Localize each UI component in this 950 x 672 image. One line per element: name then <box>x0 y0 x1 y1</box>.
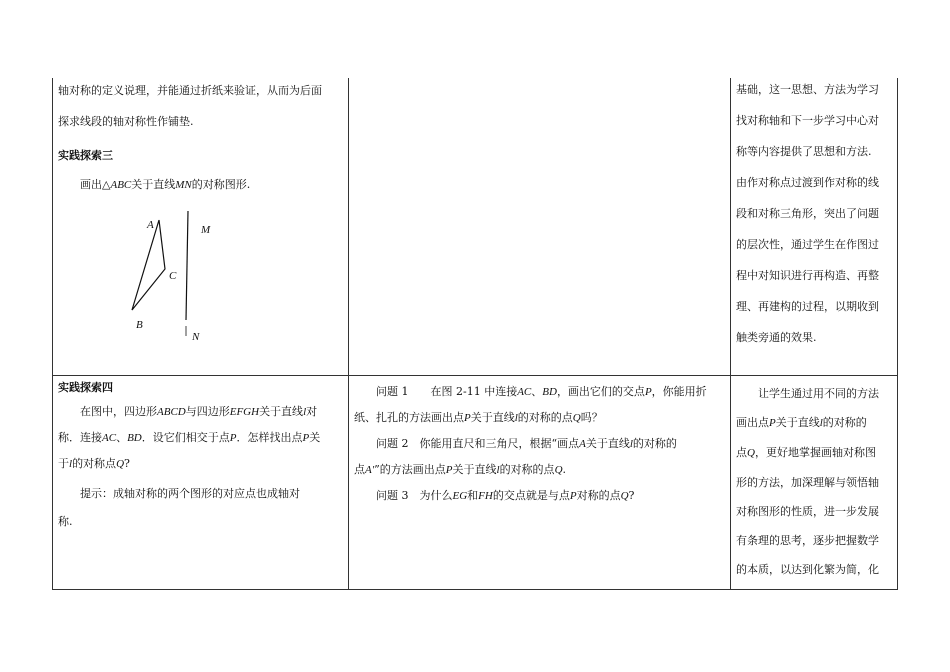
text-part: 关于直线 <box>452 463 497 476</box>
label-m: M <box>201 224 211 236</box>
text-part: 对 <box>306 405 318 418</box>
exercise-line-2 <box>58 425 346 451</box>
text-part: 纸、扎孔的方法画出点 <box>354 411 464 424</box>
text-part: ”的方法画出点 <box>374 463 446 476</box>
math-l: l <box>514 412 518 424</box>
section-heading-4: 实践探索四 <box>58 381 113 394</box>
purpose-line-7: 的本质，以达到化繁为简，化 <box>736 563 879 576</box>
math-p: P <box>445 464 453 476</box>
purpose-line-3 <box>736 438 896 468</box>
row1-left-cell <box>58 76 346 192</box>
math-q: Q <box>116 458 125 470</box>
task-text-part: 关于直线 <box>131 178 176 191</box>
text-part: ，更好地掌握画轴对称图 <box>754 446 876 459</box>
rationale-line: 称等内容提供了思想和方法. <box>736 145 872 158</box>
text-part: ．怎样找出点 <box>236 431 303 444</box>
math-abcd: ABCD <box>157 406 186 418</box>
text-part: . <box>562 463 567 476</box>
hint-line: 提示：成轴对称的两个图形的对应点也成轴对 <box>80 487 300 500</box>
exercise-line-1 <box>58 399 346 425</box>
math-a-prime: A′ <box>365 464 375 476</box>
text-part: 点 <box>354 463 365 476</box>
row2-left-cell <box>58 379 346 535</box>
row2-right-cell <box>736 379 896 584</box>
column-divider-2 <box>730 78 731 590</box>
math-p: P <box>569 490 577 502</box>
label-n: N <box>192 331 200 343</box>
text-part: ? <box>124 457 130 470</box>
math-p: P <box>302 432 310 444</box>
triangle-figure <box>122 206 222 346</box>
table-border-bottom <box>52 589 898 590</box>
text-part: 关于直线 <box>775 416 820 429</box>
task-text-part: 画出△ <box>80 178 111 191</box>
math-bd: BD <box>542 386 557 398</box>
text-part: 关于直线 <box>470 411 515 424</box>
text-part: 问题 1 在图 2-11 中连接 <box>376 385 518 398</box>
task-text-part: 的对称图形. <box>191 178 251 191</box>
question-2 <box>354 431 726 457</box>
math-l: l <box>303 406 307 418</box>
math-ac: AC <box>102 432 117 444</box>
math-q: Q <box>747 447 755 459</box>
math-eg: EG <box>452 490 468 502</box>
math-ac: AC <box>517 386 532 398</box>
text-part: ? <box>628 489 635 502</box>
question-2-cont <box>354 457 726 483</box>
text-part: 和 <box>467 489 479 502</box>
text-part: ，你能用折 <box>651 385 707 398</box>
rationale-line: 基础，这一思想、方法为学习 <box>736 83 879 96</box>
question-1-cont <box>354 405 726 431</box>
text-part: 的对称点 <box>72 457 117 470</box>
hint-line-end: 称. <box>58 515 73 528</box>
line-mn <box>186 211 188 320</box>
triangle-abc <box>132 220 165 310</box>
exercise-line-3 <box>58 451 346 477</box>
text-part: 点 <box>736 446 747 459</box>
math-l: l <box>496 464 500 476</box>
row1-right-cell <box>736 74 896 353</box>
rationale-line: 找对称轴和下一步学习中心对 <box>736 114 879 127</box>
lesson-table <box>52 78 898 590</box>
math-l: l <box>819 417 823 429</box>
rationale-line: 由作对称点过渡到作对称的线 <box>736 176 879 189</box>
question-1 <box>354 379 726 405</box>
row-divider <box>52 375 898 376</box>
triangle-name: ABC <box>110 179 132 191</box>
text-part: 的对称的 <box>632 437 677 450</box>
math-p: P <box>644 386 652 398</box>
rationale-line: 段和对称三角形，突出了问题 <box>736 207 879 220</box>
text-part: 关于直线 <box>259 405 304 418</box>
text-part: 问题 2 你能用直尺和三角尺，根据“画点 <box>376 437 580 450</box>
text-part: 在图中，四边形 <box>80 405 157 418</box>
text-part: 于 <box>58 457 69 470</box>
task-text <box>58 176 346 192</box>
rationale-line: 理、再建构的过程，以期收到 <box>736 300 879 313</box>
text-part: 的对称的点 <box>517 411 573 424</box>
text-part: 、 <box>531 385 543 398</box>
rationale-line: 的层次性，通过学生在作图过 <box>736 238 879 251</box>
line-name: MN <box>175 179 192 191</box>
rationale-line: 程中对知识进行再构造、再整 <box>736 269 879 282</box>
label-a: A <box>147 219 154 231</box>
math-p: P <box>464 412 471 424</box>
math-a: A <box>579 438 586 450</box>
text-part: 问题 3 为什么 <box>376 489 453 502</box>
text-part: 、 <box>116 431 128 444</box>
text-part: 关于直线 <box>585 437 630 450</box>
math-efgh: EFGH <box>229 406 260 418</box>
text-part: 关 <box>309 431 321 444</box>
text-part: ，画出它们的交点 <box>556 385 645 398</box>
intro-line-1: 轴对称的定义说理，并能通过折纸来验证，从而为后面 <box>58 84 322 97</box>
math-p: P <box>229 432 237 444</box>
math-q: Q <box>572 412 581 424</box>
math-fh: FH <box>478 490 493 502</box>
text-part: 的对称的 <box>822 416 867 429</box>
rationale-line: 触类旁通的效果. <box>736 331 817 344</box>
column-divider-1 <box>348 78 349 590</box>
question-3 <box>354 483 726 509</box>
label-c: C <box>169 270 177 282</box>
text-part: 吗？ <box>580 411 603 424</box>
purpose-line-6: 有条理的思考，逐步把握数学 <box>736 534 879 547</box>
math-p: P <box>769 417 776 429</box>
table-border-right <box>897 78 898 590</box>
purpose-line-4: 形的方法，加深理解与领悟轴 <box>736 476 879 489</box>
text-part: 与四边形 <box>185 405 230 418</box>
text-part: ．设它们相交于点 <box>141 431 230 444</box>
purpose-line-5: 对称图形的性质，进一步发展 <box>736 505 879 518</box>
section-heading-3: 实践探索三 <box>58 149 113 162</box>
text-part: 的交点就是与点 <box>492 489 570 502</box>
purpose-line-2 <box>736 408 896 438</box>
math-q: Q <box>554 464 563 476</box>
purpose-line-1: 让学生通过用不同的方法 <box>758 387 879 400</box>
text-part: 画出点 <box>736 416 769 429</box>
text-part: 称．连接 <box>58 431 102 444</box>
math-l: l <box>629 438 633 450</box>
text-part: 的对称的点 <box>499 463 555 476</box>
intro-line-2: 探求线段的轴对称性作铺垫. <box>58 114 194 128</box>
label-b: B <box>136 319 143 331</box>
text-part: 对称的点 <box>576 489 621 502</box>
row2-middle-cell <box>354 379 726 509</box>
math-l: l <box>69 458 73 470</box>
math-q: Q <box>620 490 629 502</box>
math-bd: BD <box>127 432 142 444</box>
table-border-left <box>52 78 53 590</box>
